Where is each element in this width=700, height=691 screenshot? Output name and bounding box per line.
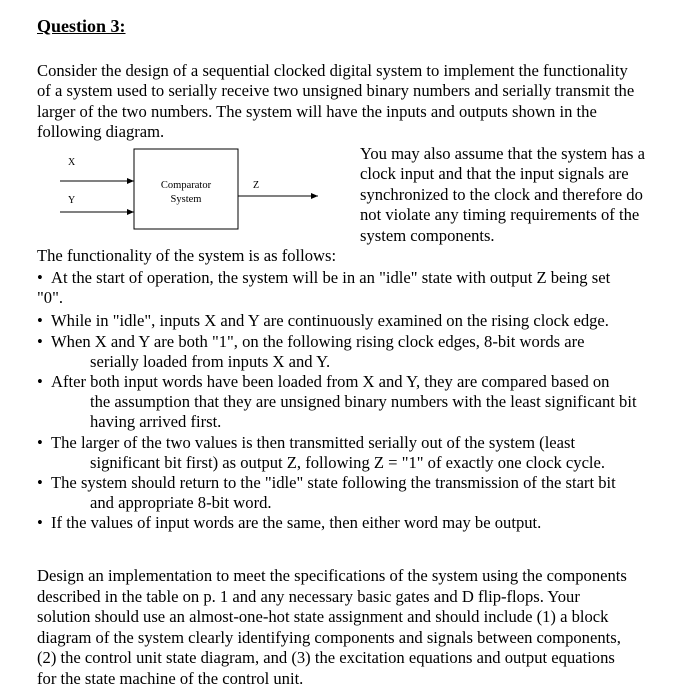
output-z-label: Z xyxy=(253,180,260,191)
box-label-line2: System xyxy=(170,194,202,205)
list-item: • If the values of input words are the same, then either word may be output. xyxy=(37,513,542,533)
side-line: synchronized to the clock and therefore do xyxy=(360,184,643,204)
design-line: diagram of the system clearly identifying components and signals between components, xyxy=(37,627,621,647)
design-task-paragraph xyxy=(37,566,687,690)
intro-line: larger of the two numbers. The system will have the inputs and outputs shown in the xyxy=(37,101,597,121)
design-line: (2) the control unit state diagram, and (3) the excitation equations and output equations xyxy=(37,648,615,668)
side-line: system components. xyxy=(360,225,495,245)
list-item: • After both input words have been loaded from X and Y, they are compared based on the assumption that they are unsigned binary numbers with the least significant bit having arrived first. xyxy=(37,372,637,432)
bullet-dot: • xyxy=(37,268,43,287)
input-y-label: Y xyxy=(68,195,76,206)
design-line: Design an implementation to meet the specifications of the system using the components xyxy=(37,566,627,585)
functionality-intro: The functionality of the system is as follows: xyxy=(37,246,337,265)
input-x-label: X xyxy=(68,157,76,168)
question-title: Question 3: xyxy=(37,16,126,36)
list-item: • At the start of operation, the system will be in an "idle" state with output Z being set "0". xyxy=(37,268,611,308)
list-item: • The system should return to the "idle" state following the transmission of the start bit and appropriate 8-bit word. xyxy=(37,473,616,513)
intro-line: following diagram. xyxy=(37,122,165,142)
bullet-dot: • xyxy=(37,331,43,351)
intro-paragraph xyxy=(37,61,687,143)
side-line: clock input and that the input signals are xyxy=(360,164,629,184)
intro-line: Consider the design of a sequential clocked digital system to implement the functionality xyxy=(37,61,628,80)
comparator-system-diagram xyxy=(60,147,330,237)
design-line: for the state machine of the control unit. xyxy=(37,668,304,688)
design-line: described in the table on p. 1 and any necessary basic gates and D flip-flops. Your xyxy=(37,586,580,606)
list-item: • When X and Y are both "1", on the following rising clock edges, 8-bit words are serially loaded from inputs X and Y. xyxy=(37,331,585,371)
design-line: solution should use an almost-one-hot state assignment and should include (1) a block xyxy=(37,607,609,627)
bullet-dot: • xyxy=(37,473,43,493)
list-item: • While in "idle", inputs X and Y are continuously examined on the rising clock edge. xyxy=(37,311,609,331)
functionality-list xyxy=(37,268,697,534)
list-item: • The larger of the two values is then transmitted serially out of the system (least significant bit first) as output Z, following Z = "1" of exactly one clock cycle. xyxy=(37,432,606,472)
clock-assumption-paragraph xyxy=(360,144,690,246)
bullet-dot: • xyxy=(37,432,43,452)
bullet-dot: • xyxy=(37,372,43,392)
bullet-dot: • xyxy=(37,311,43,331)
intro-line: of a system used to serially receive two unsigned binary numbers and serially transmit the xyxy=(37,81,635,101)
side-line: not violate any timing requirements of the xyxy=(360,205,640,225)
side-line: You may also assume that the system has a xyxy=(360,144,645,163)
box-label-line1: Comparator xyxy=(160,180,212,191)
bullet-dot: • xyxy=(37,513,43,533)
